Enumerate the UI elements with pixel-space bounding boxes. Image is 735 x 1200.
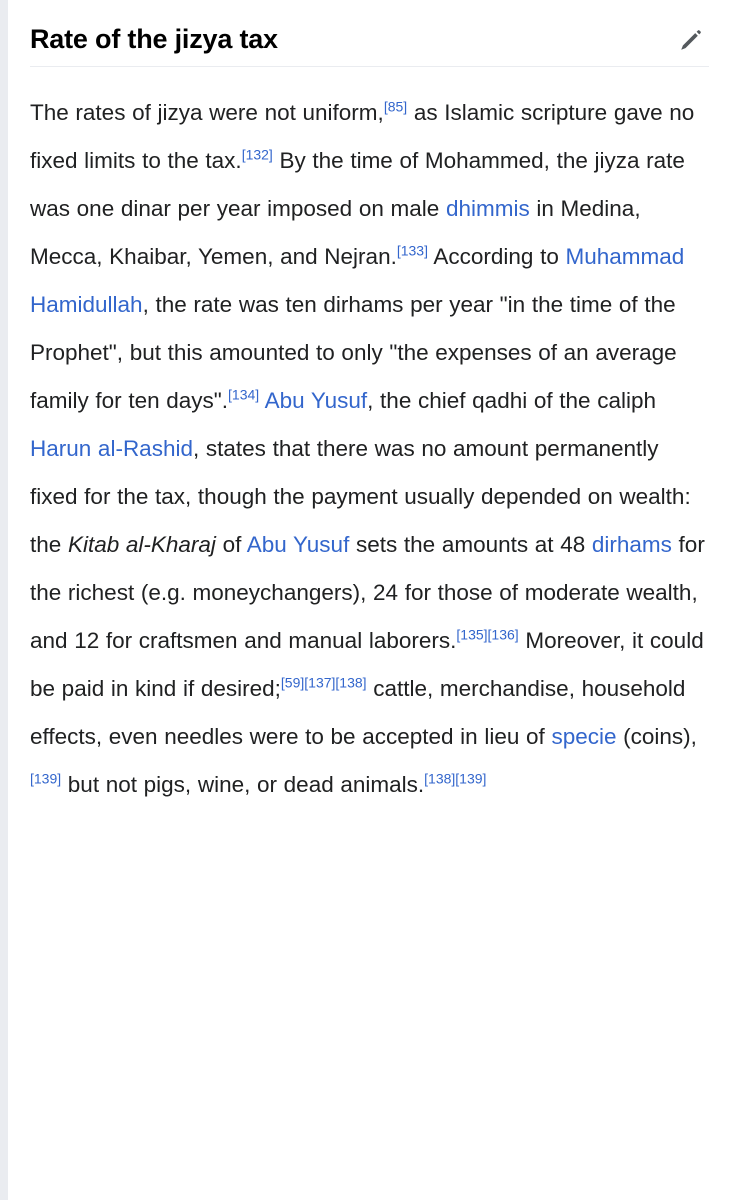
- text-run: of: [215, 532, 247, 557]
- citation-ref[interactable]: [304, 675, 335, 691]
- citation-link[interactable]: [139]: [455, 770, 487, 787]
- section-paragraph: [30, 67, 709, 809]
- citation-ref[interactable]: [30, 771, 61, 787]
- citation-ref[interactable]: [424, 771, 455, 787]
- citation-link[interactable]: [135]: [456, 626, 488, 643]
- article-link[interactable]: dhimmis: [445, 196, 530, 221]
- citation-link[interactable]: [138]: [424, 770, 456, 787]
- citation-ref[interactable]: [228, 387, 259, 403]
- text-run: The rates of jizya were not uniform,: [30, 100, 384, 125]
- text-run: , the rate was ten dirhams per year "in the time of the Prophet", but this amounted to only "the expenses of an average family for ten days".: [30, 292, 677, 413]
- text-run: as Islamic scripture gave no fixed limits to the tax.: [30, 100, 695, 173]
- citation-ref[interactable]: [335, 675, 366, 691]
- citation-link[interactable]: [136]: [487, 626, 519, 643]
- text-run: , states that there was no amount permanently fixed for the tax, though the payment usually depended on wealth: the: [30, 436, 691, 557]
- citation-link[interactable]: [85]: [383, 98, 408, 115]
- citation-ref[interactable]: [455, 771, 486, 787]
- text-run: but not pigs, wine, or dead animals.: [61, 772, 425, 797]
- citation-link[interactable]: [132]: [241, 146, 273, 163]
- text-run: for the richest (e.g. moneychangers), 24 for those of moderate wealth, and 12 for craftsmen and manual laborers.: [30, 532, 705, 653]
- article-link[interactable]: Harun al-Rashid: [30, 436, 193, 461]
- citation-ref[interactable]: [488, 627, 519, 643]
- citation-ref[interactable]: [397, 243, 428, 259]
- citation-ref[interactable]: [281, 675, 304, 691]
- citation-link[interactable]: [137]: [304, 674, 336, 691]
- left-margin-rule: [0, 0, 8, 1200]
- text-run: By the time of Mohammed, the jiyza rate was one dinar per year imposed on male: [30, 148, 685, 221]
- pencil-icon[interactable]: [677, 26, 705, 54]
- text-run: in Medina, Mecca, Khaibar, Yemen, and Nejran.: [30, 196, 641, 269]
- text-run: cattle, merchandise, household effects, even needles were to be accepted in lieu of: [30, 676, 686, 749]
- text-run: sets the amounts at 48: [349, 532, 592, 557]
- citation-link[interactable]: [139]: [30, 770, 62, 787]
- article-link[interactable]: Muhammad Hamidullah: [30, 244, 685, 317]
- text-run: (coins),: [616, 724, 697, 749]
- article-content: [30, 0, 709, 809]
- article-link[interactable]: specie: [551, 724, 617, 749]
- citation-ref[interactable]: [242, 147, 273, 163]
- italic-title: Kitab al-Kharaj: [67, 532, 216, 557]
- page-title: Rate of the jizya tax: [30, 24, 278, 54]
- citation-link[interactable]: [134]: [228, 386, 260, 403]
- article-link[interactable]: Abu Yusuf: [264, 388, 368, 413]
- citation-link[interactable]: [138]: [335, 674, 367, 691]
- citation-link[interactable]: [133]: [396, 242, 428, 259]
- citation-link[interactable]: [59]: [280, 674, 305, 691]
- article-link[interactable]: Abu Yusuf: [246, 532, 350, 557]
- text-run: , the chief qadhi of the caliph: [367, 388, 657, 413]
- text-run: According to: [427, 244, 566, 269]
- text-run: Moreover, it could be paid in kind if desired;: [30, 628, 704, 701]
- section-header: [30, 22, 709, 67]
- citation-ref[interactable]: [456, 627, 487, 643]
- article-link[interactable]: dirhams: [591, 532, 672, 557]
- citation-ref[interactable]: [384, 99, 407, 115]
